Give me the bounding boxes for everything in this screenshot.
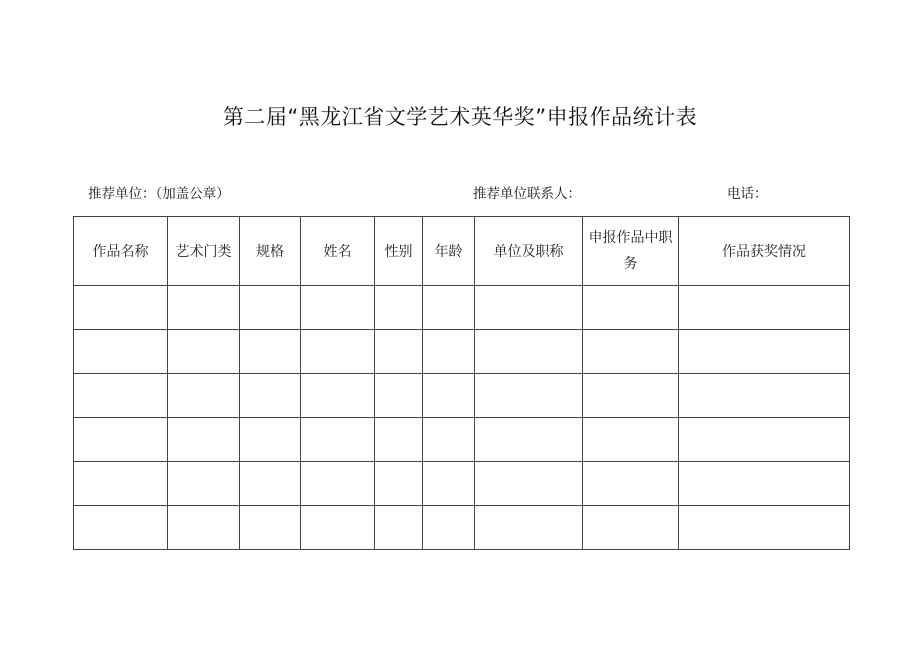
- form-title: 第二届“黑龙江省文学艺术英华奖”申报作品统计表: [222, 105, 698, 129]
- table-cell[interactable]: [583, 330, 679, 374]
- table-cell[interactable]: [375, 418, 423, 462]
- contact-person-label: 推荐单位联系人：: [473, 186, 581, 202]
- statistics-table: [73, 216, 850, 550]
- table-cell[interactable]: [240, 506, 301, 550]
- table-cell[interactable]: [475, 418, 583, 462]
- table-cell[interactable]: [475, 506, 583, 550]
- table-cell[interactable]: [375, 374, 423, 418]
- table-cell[interactable]: [475, 286, 583, 330]
- table-cell[interactable]: [423, 330, 475, 374]
- table-cell[interactable]: [583, 374, 679, 418]
- table-cell[interactable]: [74, 286, 168, 330]
- recommending-unit-label: 推荐单位：（加盖公章）: [88, 186, 230, 202]
- table-cell[interactable]: [240, 286, 301, 330]
- table-cell[interactable]: [301, 506, 375, 550]
- table-cell[interactable]: [301, 418, 375, 462]
- table-cell[interactable]: [301, 374, 375, 418]
- table-row: [74, 286, 850, 330]
- header-age: 年龄: [423, 217, 475, 286]
- table-cell[interactable]: [301, 330, 375, 374]
- table-cell[interactable]: [679, 462, 850, 506]
- table-cell[interactable]: [475, 330, 583, 374]
- table-cell[interactable]: [168, 374, 240, 418]
- header-name: 姓名: [301, 217, 375, 286]
- table-cell[interactable]: [679, 330, 850, 374]
- header-gender: 性别: [375, 217, 423, 286]
- table-cell[interactable]: [679, 418, 850, 462]
- table-cell[interactable]: [375, 286, 423, 330]
- table-cell[interactable]: [240, 330, 301, 374]
- table-cell[interactable]: [240, 462, 301, 506]
- table-cell[interactable]: [375, 506, 423, 550]
- table-cell[interactable]: [74, 506, 168, 550]
- table-cell[interactable]: [74, 330, 168, 374]
- table-cell[interactable]: [74, 418, 168, 462]
- table-row: [74, 506, 850, 550]
- table-cell[interactable]: [475, 462, 583, 506]
- table-cell[interactable]: [423, 506, 475, 550]
- table-cell[interactable]: [74, 374, 168, 418]
- table-row: [74, 418, 850, 462]
- table-row: [74, 462, 850, 506]
- table-cell[interactable]: [583, 462, 679, 506]
- table-cell[interactable]: [423, 418, 475, 462]
- table-cell[interactable]: [168, 286, 240, 330]
- table-cell[interactable]: [74, 462, 168, 506]
- table-header-row: [74, 217, 850, 286]
- table-cell[interactable]: [168, 330, 240, 374]
- header-art-category: 艺术门类: [168, 217, 240, 286]
- header-work-title: 作品名称: [74, 217, 168, 286]
- table-cell[interactable]: [301, 286, 375, 330]
- table-cell[interactable]: [240, 374, 301, 418]
- header-role-in-work-label: 申报作品中职务: [588, 230, 673, 272]
- table-cell[interactable]: [679, 506, 850, 550]
- table-row: [74, 374, 850, 418]
- table-cell[interactable]: [168, 418, 240, 462]
- table-cell[interactable]: [375, 330, 423, 374]
- header-award-status: 作品获奖情况: [679, 217, 850, 286]
- table-cell[interactable]: [423, 374, 475, 418]
- table-cell[interactable]: [679, 374, 850, 418]
- header-unit-title: 单位及职称: [475, 217, 583, 286]
- table-cell[interactable]: [583, 418, 679, 462]
- table-cell[interactable]: [375, 462, 423, 506]
- table-row: [74, 330, 850, 374]
- phone-label: 电话：: [727, 186, 768, 202]
- table-cell[interactable]: [583, 286, 679, 330]
- table-cell[interactable]: [240, 418, 301, 462]
- table-cell[interactable]: [679, 286, 850, 330]
- table-cell[interactable]: [423, 286, 475, 330]
- table-cell[interactable]: [168, 506, 240, 550]
- table-cell[interactable]: [301, 462, 375, 506]
- table-cell[interactable]: [168, 462, 240, 506]
- header-role-in-work: [583, 217, 679, 286]
- table-cell[interactable]: [475, 374, 583, 418]
- table-cell[interactable]: [583, 506, 679, 550]
- header-specification: 规格: [240, 217, 301, 286]
- table-cell[interactable]: [423, 462, 475, 506]
